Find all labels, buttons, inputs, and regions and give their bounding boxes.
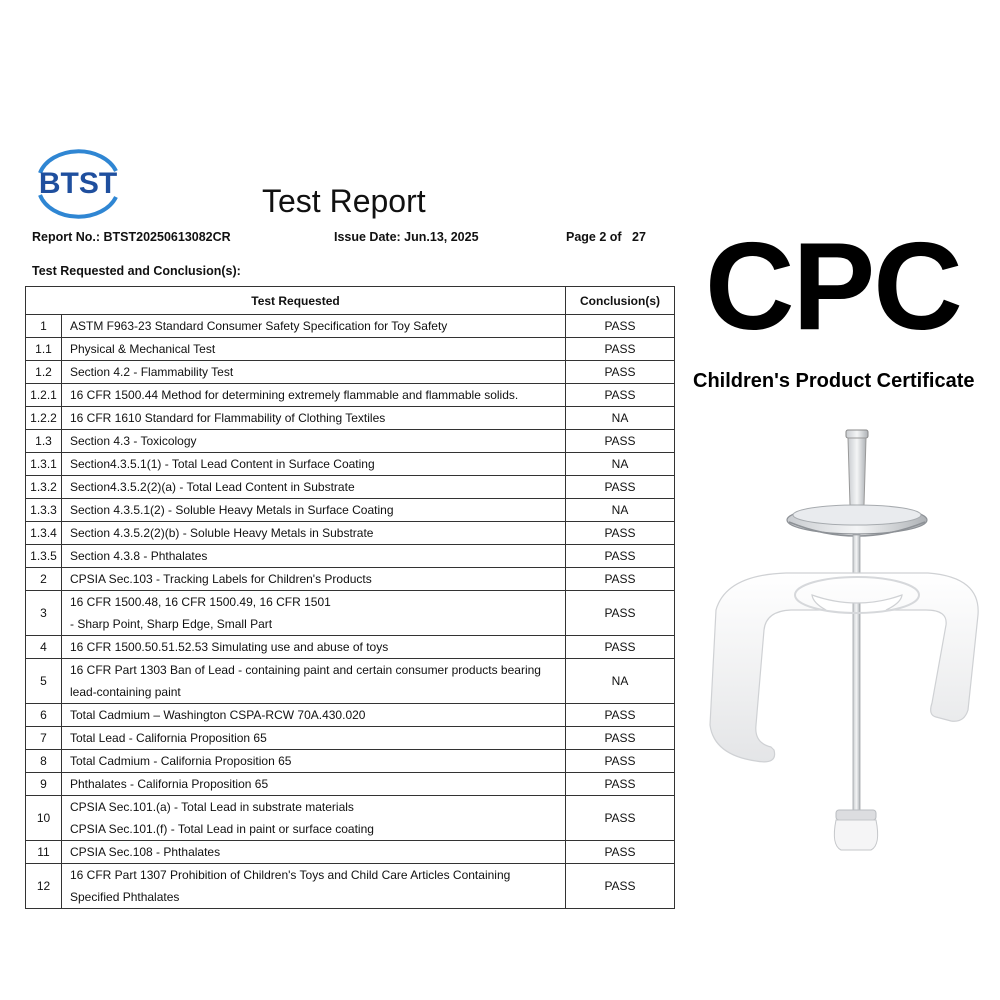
- row-number: 5: [26, 659, 62, 704]
- table-row: [26, 864, 675, 909]
- row-test-line: 16 CFR 1500.44 Method for determining extremely flammable and flammable solids.: [70, 388, 519, 402]
- row-test: [62, 522, 566, 545]
- row-test: [62, 796, 566, 841]
- row-conclusion: PASS: [566, 338, 675, 361]
- row-number: 1.2: [26, 361, 62, 384]
- row-conclusion: NA: [566, 453, 675, 476]
- row-test-line: 16 CFR 1500.48, 16 CFR 1500.49, 16 CFR 1501: [70, 595, 331, 609]
- row-conclusion: PASS: [566, 773, 675, 796]
- table-row: [26, 338, 675, 361]
- row-conclusion: NA: [566, 499, 675, 522]
- section-label: Test Requested and Conclusion(s):: [32, 264, 241, 278]
- row-conclusion: NA: [566, 407, 675, 430]
- table-row: [26, 545, 675, 568]
- row-conclusion: PASS: [566, 841, 675, 864]
- row-conclusion: PASS: [566, 315, 675, 338]
- table-row: [26, 750, 675, 773]
- svg-text:BTST: BTST: [38, 167, 118, 200]
- row-conclusion: PASS: [566, 545, 675, 568]
- row-conclusion: PASS: [566, 591, 675, 636]
- row-number: 3: [26, 591, 62, 636]
- table-header-row: [26, 287, 675, 315]
- row-conclusion: PASS: [566, 476, 675, 499]
- row-test-line: CPSIA Sec.103 - Tracking Labels for Children's Products: [70, 572, 372, 586]
- row-number: 1.2.2: [26, 407, 62, 430]
- row-test-line: Section4.3.5.2(2)(a) - Total Lead Content in Substrate: [70, 480, 355, 494]
- table-row: [26, 841, 675, 864]
- row-conclusion: PASS: [566, 361, 675, 384]
- table-row: [26, 727, 675, 750]
- table-row: [26, 361, 675, 384]
- table-row: [26, 796, 675, 841]
- row-test-line: CPSIA Sec.108 - Phthalates: [70, 845, 221, 859]
- row-test: [62, 659, 566, 704]
- row-test-line: 16 CFR Part 1303 Ban of Lead - containing paint and certain consumer products bearing: [70, 663, 541, 677]
- row-test-line: Section 4.3 - Toxicology: [70, 434, 197, 448]
- row-test: [62, 704, 566, 727]
- table-body: [26, 315, 675, 909]
- table-row: [26, 659, 675, 704]
- row-test: [62, 636, 566, 659]
- row-number: 4: [26, 636, 62, 659]
- row-test-line: Section 4.3.8 - Phthalates: [70, 549, 208, 563]
- row-conclusion: PASS: [566, 522, 675, 545]
- row-number: 6: [26, 704, 62, 727]
- row-conclusion: PASS: [566, 430, 675, 453]
- row-test-line: ASTM F963-23 Standard Consumer Safety Specification for Toy Safety: [70, 319, 448, 333]
- table-row: [26, 430, 675, 453]
- table-row: [26, 315, 675, 338]
- row-conclusion: NA: [566, 659, 675, 704]
- report-number: Report No.: BTST20250613082CR: [32, 230, 231, 244]
- row-test: [62, 841, 566, 864]
- row-test: [62, 545, 566, 568]
- page-number: Page 2 of 27: [566, 230, 646, 244]
- table-row: [26, 453, 675, 476]
- row-test-line: Physical & Mechanical Test: [70, 342, 216, 356]
- row-number: 1.3.3: [26, 499, 62, 522]
- row-number: 1.3: [26, 430, 62, 453]
- row-test-line: Section 4.3.5.2(2)(b) - Soluble Heavy Metals in Substrate: [70, 526, 374, 540]
- row-number: 10: [26, 796, 62, 841]
- table-row: [26, 636, 675, 659]
- row-test-line: Phthalates - California Proposition 65: [70, 777, 269, 791]
- row-number: 7: [26, 727, 62, 750]
- row-test: [62, 315, 566, 338]
- row-number: 11: [26, 841, 62, 864]
- test-results-table: [25, 286, 675, 909]
- row-test-line: Specified Phthalates: [70, 890, 180, 904]
- row-number: 2: [26, 568, 62, 591]
- row-conclusion: PASS: [566, 704, 675, 727]
- row-number: 1.3.5: [26, 545, 62, 568]
- row-number: 1.3.1: [26, 453, 62, 476]
- row-test-line: 16 CFR Part 1307 Prohibition of Children's Toys and Child Care Articles Containing: [70, 868, 511, 882]
- row-test-line: Section 4.3.5.1(2) - Soluble Heavy Metals in Surface Coating: [70, 503, 394, 517]
- row-test: [62, 338, 566, 361]
- table-row: [26, 384, 675, 407]
- row-test: [62, 453, 566, 476]
- row-conclusion: PASS: [566, 727, 675, 750]
- row-number: 1: [26, 315, 62, 338]
- row-test-line: Section 4.2 - Flammability Test: [70, 365, 234, 379]
- row-test-line: lead-containing paint: [70, 685, 181, 699]
- row-test: [62, 476, 566, 499]
- row-test-line: Section4.3.5.1(1) - Total Lead Content in Surface Coating: [70, 457, 375, 471]
- row-number: 1.3.2: [26, 476, 62, 499]
- row-test-line: - Sharp Point, Sharp Edge, Small Part: [70, 617, 273, 631]
- table-row: [26, 704, 675, 727]
- row-number: 12: [26, 864, 62, 909]
- row-test: [62, 864, 566, 909]
- row-conclusion: PASS: [566, 750, 675, 773]
- row-conclusion: PASS: [566, 796, 675, 841]
- row-conclusion: PASS: [566, 636, 675, 659]
- table-row: [26, 499, 675, 522]
- row-test-line: 16 CFR 1610 Standard for Flammability of Clothing Textiles: [70, 411, 386, 425]
- row-test: [62, 384, 566, 407]
- row-test: [62, 430, 566, 453]
- issue-date: Issue Date: Jun.13, 2025: [334, 230, 479, 244]
- row-test: [62, 750, 566, 773]
- row-test-line: Total Lead - California Proposition 65: [70, 731, 267, 745]
- row-test: [62, 727, 566, 750]
- report-title: Test Report: [262, 183, 426, 219]
- row-conclusion: PASS: [566, 568, 675, 591]
- table-row: [26, 591, 675, 636]
- row-conclusion: PASS: [566, 384, 675, 407]
- row-number: 8: [26, 750, 62, 773]
- row-test-line: Total Cadmium – Washington CSPA-RCW 70A.430.020: [70, 708, 366, 722]
- btst-logo: [30, 145, 126, 221]
- header-test-requested: Test Requested: [26, 287, 566, 315]
- table-row: [26, 476, 675, 499]
- row-test: [62, 568, 566, 591]
- table-row: [26, 568, 675, 591]
- row-test: [62, 591, 566, 636]
- table-row: [26, 407, 675, 430]
- straw-cup-handle-image: [696, 425, 986, 865]
- row-test-line: CPSIA Sec.101.(a) - Total Lead in substrate materials: [70, 800, 354, 814]
- row-number: 1.1: [26, 338, 62, 361]
- row-test: [62, 773, 566, 796]
- row-number: 1.3.4: [26, 522, 62, 545]
- header-conclusion: Conclusion(s): [566, 287, 675, 315]
- row-conclusion: PASS: [566, 864, 675, 909]
- cpc-title: CPC: [705, 218, 961, 356]
- row-test-line: Total Cadmium - California Proposition 65: [70, 754, 292, 768]
- cpc-subtitle: Children's Product Certificate: [693, 370, 975, 392]
- row-number: 9: [26, 773, 62, 796]
- row-test-line: CPSIA Sec.101.(f) - Total Lead in paint or surface coating: [70, 822, 374, 836]
- row-test: [62, 499, 566, 522]
- table-row: [26, 773, 675, 796]
- row-test: [62, 361, 566, 384]
- row-test-line: 16 CFR 1500.50.51.52.53 Simulating use and abuse of toys: [70, 640, 389, 654]
- table-row: [26, 522, 675, 545]
- row-number: 1.2.1: [26, 384, 62, 407]
- row-test: [62, 407, 566, 430]
